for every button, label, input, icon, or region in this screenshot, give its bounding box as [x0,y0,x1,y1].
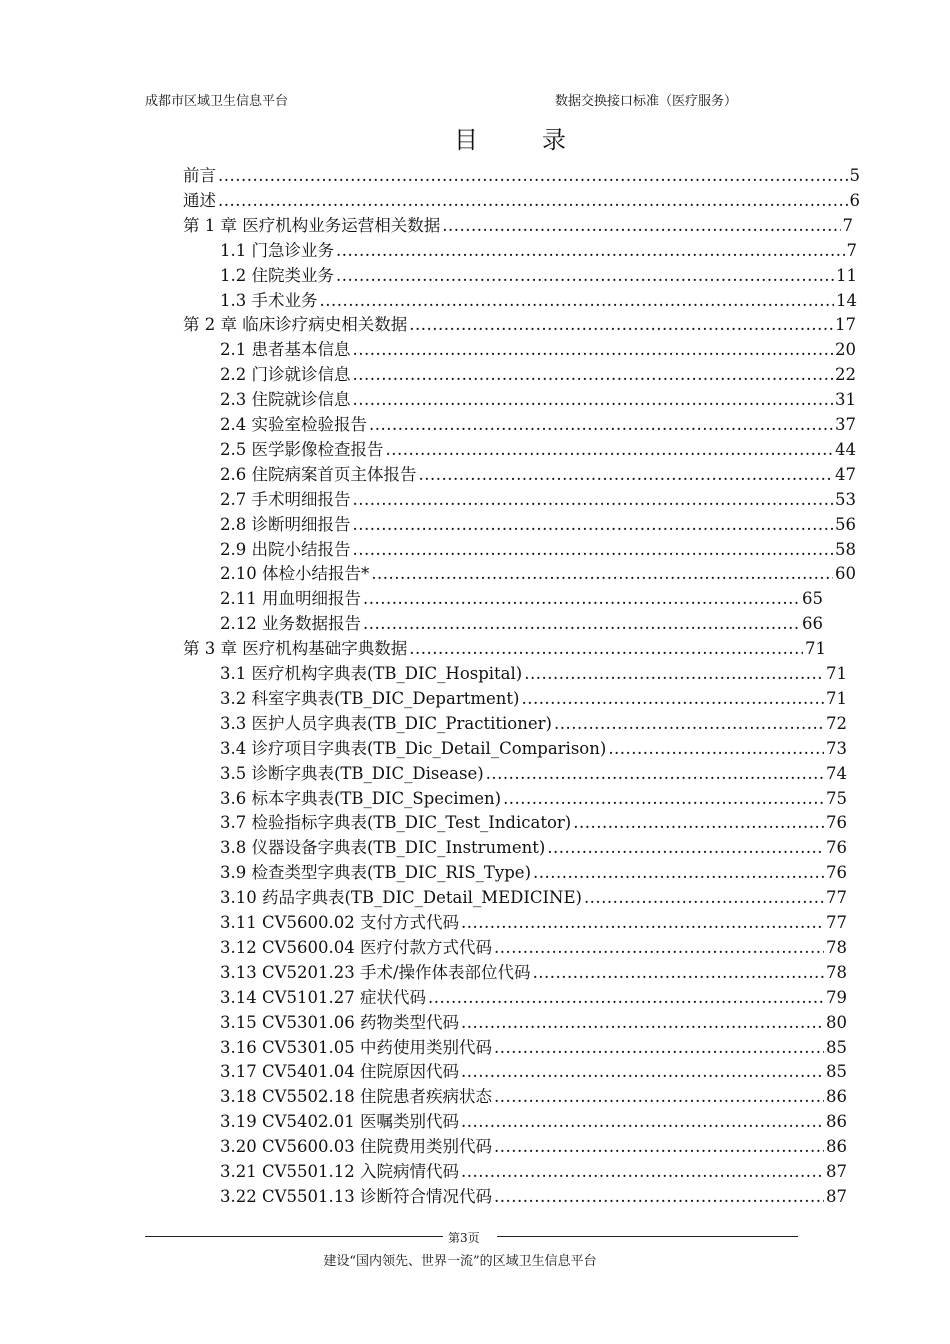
toc-entry[interactable] [220,364,856,386]
toc-entry-page: 87 [826,1162,847,1181]
footer-rule-right [497,1236,798,1237]
toc-entry[interactable] [220,514,856,536]
toc-entry-label: 第 3 章 医疗机构基础字典数据 [183,639,408,659]
toc-entry-label: 2.6 住院病案首页主体报告 [220,464,417,484]
toc-entry-label: 3.19 CV5402.01 医嘱类别代码 [220,1112,460,1132]
toc-leader-dots [503,788,824,810]
toc-leader-dots [363,613,800,635]
toc-leader-dots [371,563,833,585]
toc-entry[interactable] [220,663,847,685]
toc-entry[interactable] [220,414,856,436]
toc-entry-page: 77 [826,888,847,908]
toc-entry-page: 6 [849,190,860,210]
toc-entry-page: 86 [826,1112,847,1132]
toc-leader-dots [369,414,833,436]
toc-entry[interactable] [220,1161,847,1183]
toc-entry[interactable] [220,464,856,486]
toc-entry-label: 3.10 药品字典表(TB_DIC_Detail_MEDICINE) [220,888,582,908]
toc-entry-page: 85 [826,1037,847,1057]
toc-entry-page: 20 [835,340,856,360]
toc-entry-label: 2.9 出院小结报告 [220,539,351,559]
toc-entry-label: 1.2 住院类业务 [220,265,334,285]
toc-entry-page: 31 [835,390,856,410]
toc-entry[interactable] [220,1086,847,1108]
toc-entry[interactable] [220,1037,847,1059]
toc-entry-label: 3.4 诊疗项目字典表(TB_Dic_Detail_Comparison) [220,738,607,758]
toc-leader-dots [533,862,824,884]
toc-entry[interactable] [220,713,847,735]
toc-entry[interactable] [220,265,857,287]
toc-leader-dots [524,663,824,685]
toc-entry-page: 72 [826,713,847,733]
toc-entry[interactable] [183,165,860,187]
toc-entry-label: 1.1 门急诊业务 [220,240,334,260]
toc-entry-label: 2.10 体检小结报告* [220,564,370,584]
toc-entry-label: 2.5 医学影像检查报告 [220,439,384,459]
toc-entry[interactable] [220,290,857,312]
toc-entry[interactable] [220,763,847,785]
toc-entry-label: 3.5 诊断字典表(TB_DIC_Disease) [220,763,484,783]
toc-entry-label: 1.3 手术业务 [220,290,318,310]
page-header-left: 成都市区域卫生信息平台 [145,94,289,109]
toc-entry-label: 3.6 标本字典表(TB_DIC_Specimen) [220,788,502,808]
toc-entry-page: 71 [805,639,826,659]
toc-entry-page: 87 [826,1186,847,1206]
toc-entry-page: 73 [826,738,847,758]
toc-leader-dots [486,763,824,785]
toc-entry-page: 56 [835,514,856,534]
toc-entry-page: 86 [826,1137,847,1157]
toc-entry[interactable] [220,613,823,635]
toc-entry-label: 3.16 CV5301.05 中药使用类别代码 [220,1037,493,1057]
toc-entry-page: 86 [826,1087,847,1107]
toc-entry[interactable] [220,240,857,262]
toc-leader-dots [461,1061,824,1083]
toc-entry-page: 71 [826,664,847,683]
toc-entry-page: 74 [826,763,847,783]
toc-entry-page: 60 [835,564,856,584]
toc-leader-dots [336,265,834,287]
toc-entry[interactable] [220,1061,847,1083]
toc-entry-page: 22 [835,365,856,385]
toc-entry[interactable] [220,812,847,834]
toc-leader-dots [533,962,824,984]
toc-leader-dots [442,215,840,237]
toc-entry-page: 11 [836,265,857,285]
toc-entry-page: 53 [835,489,856,509]
toc-entry[interactable] [220,439,856,461]
toc-leader-dots [494,937,824,959]
toc-entry-label: 3.15 CV5301.06 药物类型代码 [220,1012,460,1032]
toc-entry-page: 47 [835,464,856,484]
toc-entry-label: 3.20 CV5600.03 住院费用类别代码 [220,1137,493,1157]
toc-entry[interactable] [183,190,860,212]
footer-slogan: 建设“国内领先、世界一流”的区域卫生信息平台 [323,1254,597,1269]
toc-leader-dots [320,290,835,312]
toc-entry-label: 2.1 患者基本信息 [220,340,351,360]
toc-entry[interactable] [220,563,856,585]
toc-entry-label: 3.3 医护人员字典表(TB_DIC_Practitioner) [220,713,552,733]
toc-entry[interactable] [220,862,847,884]
toc-entry-page: 78 [826,962,847,982]
toc-entry-page: 66 [802,614,823,634]
toc-leader-dots [353,539,834,561]
toc-entry[interactable] [220,489,856,511]
toc-entry-page: 17 [835,315,856,335]
toc-entry-page: 7 [842,215,853,235]
toc-leader-dots [573,812,824,834]
toc-leader-dots [419,464,834,486]
toc-entry-page: 75 [826,788,847,808]
toc-entry-page: 37 [835,415,856,434]
toc-entry[interactable] [220,389,856,411]
toc-entry-label: 2.3 住院就诊信息 [220,390,351,410]
toc-entry-label: 2.11 用血明细报告 [220,589,361,609]
toc-entry-page: 77 [826,913,847,932]
toc-entry-label: 3.1 医疗机构字典表(TB_DIC_Hospital) [220,664,523,683]
toc-entry-page: 80 [826,1012,847,1032]
toc-entry[interactable] [220,962,847,984]
toc-entry-label: 3.2 科室字典表(TB_DIC_Department) [220,688,520,708]
toc-entry-label: 2.2 门诊就诊信息 [220,365,351,385]
toc-entry[interactable] [183,638,826,660]
toc-entry[interactable] [220,1136,847,1158]
toc-leader-dots [608,738,824,760]
toc-entry-label: 3.21 CV5501.12 入院病情代码 [220,1162,460,1181]
footer-rule-left [145,1236,443,1237]
toc-entry-label: 2.4 实验室检验报告 [220,415,367,434]
toc-entry-page: 79 [826,987,847,1007]
toc-leader-dots [363,588,800,610]
toc-leader-dots [218,190,848,212]
toc-entry-page: 76 [826,838,847,858]
toc-leader-dots [353,514,834,536]
toc-leader-dots [494,1136,824,1158]
toc-entry-label: 3.12 CV5600.04 医疗付款方式代码 [220,937,493,957]
toc-entry-page: 14 [836,290,857,310]
toc-entry[interactable] [220,588,823,610]
toc-leader-dots [218,165,848,187]
toc-entry-page: 76 [826,813,847,833]
toc-entry[interactable] [220,1186,847,1208]
toc-leader-dots [336,240,845,262]
toc-entry-label: 3.9 检查类型字典表(TB_DIC_RIS_Type) [220,863,532,883]
toc-entry-label: 前言 [183,166,216,185]
toc-entry-label: 3.17 CV5401.04 住院原因代码 [220,1062,460,1082]
toc-leader-dots [461,1111,824,1133]
toc-leader-dots [353,389,834,411]
toc-leader-dots [428,987,824,1009]
toc-leader-dots [494,1037,824,1059]
toc-entry-label: 2.8 诊断明细报告 [220,514,351,534]
page-title: 目 录 [454,126,586,154]
toc-entry-label: 3.11 CV5600.02 支付方式代码 [220,913,460,932]
toc-entry[interactable] [220,339,856,361]
toc-entry-page: 7 [846,240,857,260]
toc-entry-page: 58 [835,539,856,559]
toc-entry-label: 3.7 检验指标字典表(TB_DIC_Test_Indicator) [220,813,572,833]
toc-leader-dots [584,887,824,909]
toc-entry[interactable] [220,688,847,710]
toc-entry[interactable] [220,788,847,810]
toc-entry[interactable] [220,887,847,909]
toc-entry-label: 3.8 仪器设备字典表(TB_DIC_Instrument) [220,838,546,858]
page-header-right: 数据交换接口标准（医疗服务） [555,94,738,109]
toc-leader-dots [409,638,803,660]
toc-entry-page: 85 [826,1062,847,1082]
toc-entry[interactable] [183,215,853,237]
toc-leader-dots [547,837,824,859]
toc-entry[interactable] [220,1111,847,1133]
toc-entry[interactable] [220,539,856,561]
toc-entry-label: 3.18 CV5502.18 住院患者疾病状态 [220,1087,493,1107]
toc-leader-dots [554,713,824,735]
toc-entry[interactable] [220,912,847,934]
toc-entry-label: 3.13 CV5201.23 手术/操作体表部位代码 [220,962,531,982]
toc-entry[interactable] [220,837,847,859]
toc-entry-label: 第 1 章 医疗机构业务运营相关数据 [183,215,441,235]
toc-entry-page: 65 [802,589,823,609]
toc-leader-dots [494,1086,824,1108]
toc-leader-dots [494,1186,824,1208]
toc-leader-dots [353,339,834,361]
toc-entry[interactable] [220,937,847,959]
toc-entry-page: 78 [826,937,847,957]
toc-entry[interactable] [183,314,856,336]
toc-leader-dots [461,1161,824,1183]
toc-entry-label: 3.14 CV5101.27 症状代码 [220,987,427,1007]
toc-entry-page: 76 [826,863,847,883]
toc-entry[interactable] [220,987,847,1009]
toc-leader-dots [461,1012,824,1034]
toc-leader-dots [353,364,834,386]
toc-leader-dots [521,688,824,710]
toc-entry[interactable] [220,1012,847,1034]
toc-leader-dots [409,314,833,336]
toc-entry[interactable] [220,738,847,760]
toc-entry-label: 第 2 章 临床诊疗病史相关数据 [183,315,408,335]
toc-entry-label: 通述 [183,190,216,210]
toc-entry-label: 2.12 业务数据报告 [220,614,361,634]
toc-leader-dots [386,439,834,461]
toc-entry-page: 71 [826,688,847,708]
footer-page-number: 第3页 [448,1231,480,1245]
toc-leader-dots [353,489,834,511]
toc-entry-label: 3.22 CV5501.13 诊断符合情况代码 [220,1186,493,1206]
toc-entry-label: 2.7 手术明细报告 [220,489,351,509]
toc-leader-dots [461,912,824,934]
toc-entry-page: 44 [835,439,856,459]
toc-entry-page: 5 [849,166,860,185]
